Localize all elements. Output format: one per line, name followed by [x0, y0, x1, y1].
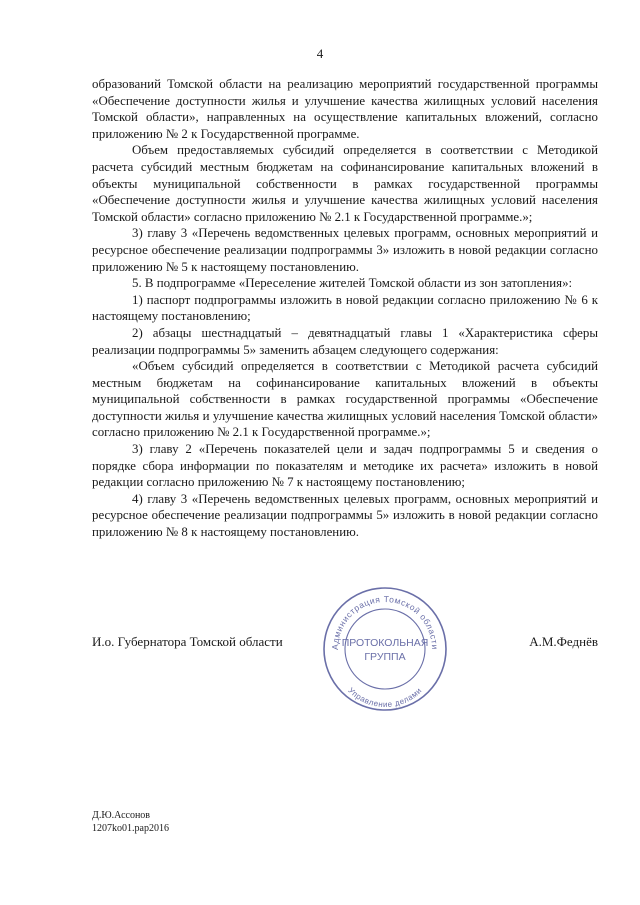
- paragraph-9: 4) главу 3 «Перечень ведомственных целевых программ, основных мероприятий и ресурсное обеспечение реализации подпрограммы 5» изложить в новой редакции согласно приложению № 8 к настоящему постановлению.: [92, 491, 598, 540]
- paragraph-5: 1) паспорт подпрограммы изложить в новой редакции согласно приложению № 6 к настоящему постановлению;: [92, 292, 598, 324]
- stamp-inner-line1: ПРОТОКОЛЬНАЯ: [341, 637, 429, 649]
- stamp-ring-bottom-text: Управление делами: [346, 685, 424, 710]
- footer-file: 1207ko01.pap2016: [92, 823, 169, 834]
- stamp-ring-top-text: Администрация Томской области: [329, 593, 441, 651]
- stamp-inner-line2: ГРУППА: [364, 651, 406, 663]
- stamp-seal: [320, 584, 450, 714]
- stamp-inner-ring: [345, 609, 425, 689]
- footer-author: Д.Ю.Ассонов: [92, 810, 151, 821]
- signatory-name: А.М.Феднёв: [529, 634, 598, 649]
- document-footer: [92, 809, 169, 835]
- document-body: [92, 76, 598, 541]
- paragraph-6: 2) абзацы шестнадцатый – девятнадцатый главы 1 «Характеристика сферы реализации подпрограммы 5» заменить абзацем следующего содержания:: [92, 325, 598, 357]
- paragraph-1: образований Томской области на реализацию мероприятий государственной программы «Обеспечение доступности жилья и улучшение качества жилищных условий населения Томской области», направленных на осуществление капитальных вложений, согласно приложению № 2 к Государственной программе.: [92, 77, 598, 141]
- signatory-position: И.о. Губернатора Томской области: [92, 634, 283, 649]
- paragraph-4: 5. В подпрограмме «Переселение жителей Томской области из зон затопления»:: [132, 276, 573, 291]
- paragraph-3: 3) главу 3 «Перечень ведомственных целевых программ, основных мероприятий и ресурсное обеспечение реализации подпрограммы 3» изложить в новой редакции согласно приложению № 5 к настоящему постановлению.: [92, 226, 598, 274]
- paragraph-2: Объем предоставляемых субсидий определяется в соответствии с Методикой расчета субсидий местным бюджетам на софинансирование капитальных вложений в объекты муниципальной собственности в рамках государственной программы «Обеспечение доступности жилья и улучшение качества жилищных условий населения Томской области» согласно приложению № 2.1 к Государственной программе.»;: [92, 143, 598, 224]
- stamp-outer-ring: [324, 588, 446, 710]
- paragraph-8: 3) главу 2 «Перечень показателей цели и задач подпрограммы 5 и сведения о порядке сбора информации по показателям и методике их расчета» изложить в новой редакции согласно приложению № 7 к настоящему постановлению;: [92, 442, 598, 490]
- page-number: 4: [316, 46, 324, 61]
- paragraph-7: «Объем субсидий определяется в соответствии с Методикой расчета субсидий местным бюджетам на софинансирование капитальных вложений в объекты муниципальной собственности в рамках государственной программы «Обеспечение доступности жилья и улучшение качества жилищных условий населения Томской области» согласно приложению № 2.1 к Государственной программе.»;: [92, 359, 598, 440]
